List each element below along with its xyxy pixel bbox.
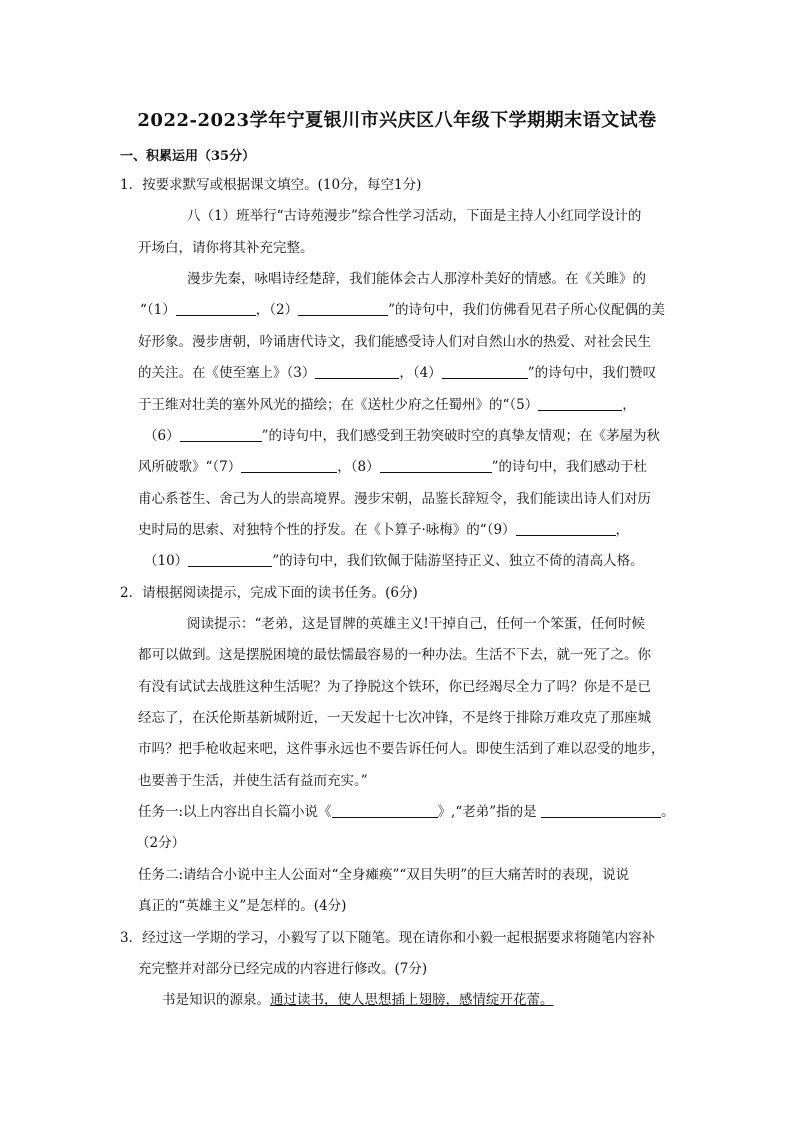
q1-stem: 1．按要求默写或根据课文填空。(10分，每空1分)	[120, 177, 422, 193]
underlined-sentence: 通过读书，使人思想插上翅膀，感情绽开花蕾。	[270, 992, 554, 1008]
text-fragment: “（1）	[140, 302, 176, 318]
q1-para-line: 漫步先秦，咏唱诗经楚辞，我们能体会古人那淳朴美好的情感。在《关雎》的	[187, 271, 646, 287]
q1-para-line	[140, 301, 665, 319]
q2-reading-line: 有没有试试去战胜这种生活呢？为了挣脱这个铁环，你已经竭尽全力了吗？你是不是已	[138, 679, 651, 695]
text-fragment: 的关注。在《使至塞上》（3）	[138, 365, 316, 381]
text-fragment: ，（2）	[255, 302, 299, 318]
text-fragment: 风所破歌》“（7）	[138, 459, 242, 475]
text-fragment: （10）	[144, 553, 189, 569]
text-fragment: ”的诗句中，我们感动于杜	[491, 459, 647, 475]
answer-blank-3[interactable]	[315, 364, 399, 379]
q1-para-line	[144, 427, 660, 445]
answer-blank-2[interactable]	[298, 301, 388, 316]
q2-reading-line: 都可以做到。这是摆脱困境的最怯懦最容易的一种办法。生活不下去，就一死了之。你	[138, 647, 651, 663]
text-fragment: ”的诗句中，我们赞叹	[527, 365, 657, 381]
q2-stem: 2．请根据阅读提示，完成下面的读书任务。(6分)	[120, 585, 418, 601]
answer-blank-person[interactable]	[541, 803, 661, 818]
q1-para-line: 甫心系苍生、舍己为人的崇高境界。漫步宋朝，品鉴长辞短令，我们能读出诗人们对历	[138, 491, 651, 507]
q1-intro-line: 开场白，请你将其补充完整。	[138, 240, 314, 256]
text-fragment: ，	[622, 397, 636, 413]
q1-intro-line: 八（1）班举行“古诗苑漫步”综合性学习活动，下面是主持人小红同学设计的	[187, 208, 642, 224]
answer-blank-4[interactable]	[442, 364, 528, 379]
q1-para-line	[138, 458, 647, 476]
text-fragment: ”的诗句中，我们感受到王勃突破时空的真挚友情观；在《茅屋为秋	[261, 428, 660, 444]
text-fragment: 史时局的思索、对独特个性的抒发。在《卜算子·咏梅》的“（9）	[138, 522, 516, 538]
q1-para-line	[138, 521, 629, 539]
q3-stem: 充完整并对部分已经完成的内容进行修改。(7分)	[138, 961, 428, 977]
text-fragment: 书是知识的源泉。	[162, 992, 270, 1008]
answer-blank-6[interactable]	[180, 427, 262, 442]
text-fragment: ”的诗句中，我们仿佛看见君子所心仪配偶的美	[388, 302, 665, 318]
q1-para-line	[138, 396, 636, 414]
q3-essay-line	[162, 991, 554, 1009]
answer-blank-10[interactable]	[188, 552, 272, 567]
answer-blank-9[interactable]	[516, 521, 616, 536]
text-fragment: 》,“老弟”指的是	[437, 804, 537, 820]
answer-blank-1[interactable]	[176, 301, 256, 316]
answer-blank-7[interactable]	[241, 458, 337, 473]
text-fragment: ”的诗句中，我们钦佩于陆游坚持正义、独立不倚的清高人格。	[272, 553, 644, 569]
q1-para-line	[144, 552, 644, 570]
q1-para-line: 好形象。漫步唐朝，吟诵唐代诗文，我们能感受诗人们对自然山水的热爱、对社会民生	[138, 334, 651, 350]
text-fragment: 于王维对壮美的塞外风光的描绘；在《送杜少府之任蜀州》的“（5）	[138, 397, 539, 413]
text-fragment: 任务一:以上内容出自长篇小说《	[138, 804, 332, 820]
q2-reading-line: 也要善于生活，并使生活有益而充实。”	[138, 773, 368, 789]
q2-reading-line: 阅读提示：“老弟，这是冒牌的英雄主义!干掉自己，任何一个笨蛋，任何时候	[187, 616, 645, 632]
text-fragment: 。	[660, 804, 675, 820]
q3-stem: 3．经过这一学期的学习，小毅写了以下随笔。现在请你和小毅一起根据要求将随笔内容补	[120, 930, 656, 946]
q2-task-one	[138, 803, 674, 821]
q2-reading-line: 经忘了，在沃伦斯基新城附近，一天发起十七次冲锋，不是终于排除万难攻克了那座城	[138, 710, 651, 726]
answer-blank-5[interactable]	[538, 396, 622, 411]
text-fragment: ，（8）	[337, 459, 380, 475]
text-fragment: ，（4）	[399, 365, 442, 381]
q2-reading-line: 市吗？把手枪收起来吧，这件事永远也不要告诉任何人。即使生活到了难以忍受的地步，	[138, 741, 665, 757]
q2-task-two-line: 任务二:请结合小说中主人公面对“全身瘫痪”“双目失明”的巨大痛苦时的表现，说说	[138, 867, 630, 883]
answer-blank-8[interactable]	[380, 458, 492, 473]
q1-para-line	[138, 364, 656, 382]
page-title: 2022-2023学年宁夏银川市兴庆区八年级下学期期末语文试卷	[137, 110, 657, 131]
q2-task-one-score: （2分）	[136, 835, 186, 851]
text-fragment: ，	[615, 522, 630, 538]
text-fragment: （6）	[144, 428, 180, 444]
answer-blank-novel[interactable]	[332, 803, 438, 818]
q2-task-two-line: 真正的“英雄主义”是怎样的。(4分)	[138, 898, 347, 914]
section-heading: 一、积累运用（35分）	[120, 149, 256, 164]
